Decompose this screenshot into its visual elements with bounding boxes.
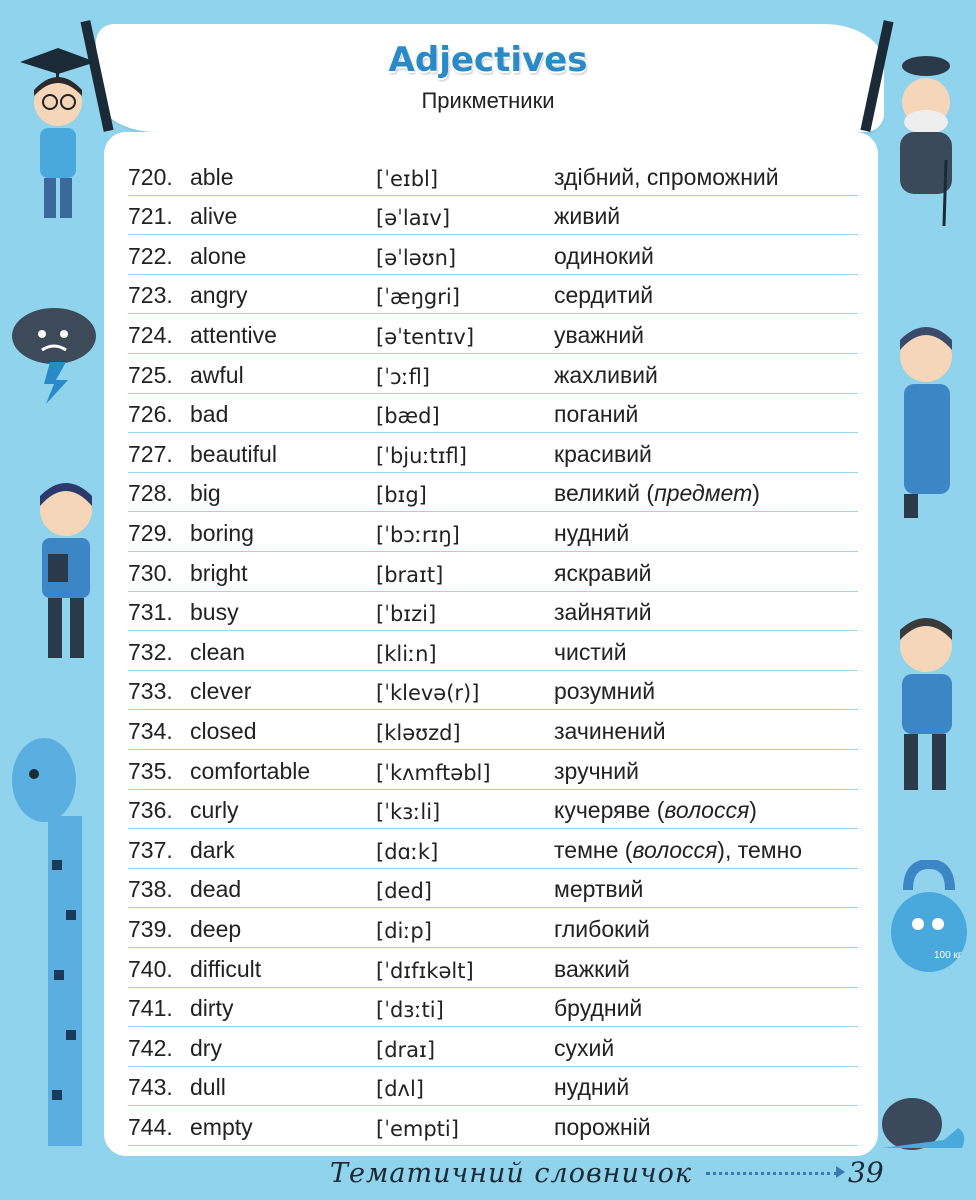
entry-number: 737. [128,836,173,863]
translation [554,401,638,428]
transcription: [kləʊzd] [376,720,461,745]
transcription: [ˈbɔːrɪŋ] [376,522,460,547]
transcription: [ˈdɪfɪkəlt] [376,958,474,983]
transcription: [ˈkʌmftəbl] [376,760,491,785]
entry-number: 729. [128,519,173,546]
translation-text: кучеряве ( [554,797,665,824]
english-word: dirty [190,995,234,1022]
entry-number: 721. [128,203,173,230]
excited-woman-illustration [880,310,974,520]
entry-number: 735. [128,757,173,784]
entry-number: 740. [128,955,173,982]
page-number: 39 [848,1156,884,1189]
english-word: alone [190,242,247,269]
entry-number: 733. [128,678,173,705]
translation [554,164,779,191]
kettlebell-label: 100 кг [934,950,962,961]
translation-text: чистий [554,638,627,665]
transcription: [ˈempti] [376,1116,459,1141]
entry-number: 727. [128,440,173,467]
footer-dotted-line [706,1172,838,1175]
transcription: [bɪg] [376,483,427,508]
translation-text: поганий [554,401,639,428]
vocabulary-row [128,314,858,354]
translation [554,203,620,230]
english-word: angry [190,282,248,309]
english-word: attentive [190,321,277,348]
vocabulary-row [128,1027,858,1067]
vocabulary-row [128,908,858,948]
translation [554,837,802,864]
transcription: [ˈɔːfl] [376,364,430,389]
translation-text: красивий [554,440,652,467]
english-word: bad [190,401,229,428]
giraffe-illustration [4,720,104,1160]
translation-text: мертвий [554,876,644,903]
english-word: deep [190,915,242,942]
english-word: bright [190,559,248,586]
entry-number: 736. [128,797,173,824]
entry-number: 739. [128,915,173,942]
english-word: comfortable [190,757,311,784]
snail-illustration [872,1088,972,1158]
translation [554,1074,629,1101]
translation-text-after: ), темно [717,836,803,863]
entry-number: 731. [128,599,173,626]
translation-text: яскравий [554,559,652,586]
translation [554,916,650,943]
translation [554,758,639,785]
transcription: [braɪt] [376,562,444,587]
english-word: beautiful [190,440,277,467]
translation-text-after: ) [752,480,760,507]
translation-text: важкий [554,955,630,982]
entry-number: 720. [128,163,173,190]
storm-cloud-illustration [6,296,102,406]
entry-number: 724. [128,321,173,348]
vocabulary-row [128,829,858,869]
transcription: [ˈbɪzi] [376,602,437,627]
transcription: [əˈtentɪv] [376,324,475,349]
translation [554,678,655,705]
transcription: [ˈdɜːti] [376,998,444,1023]
translation [554,876,643,903]
translation-text: здібний, спроможний [554,163,779,190]
translation [554,362,658,389]
english-word: boring [190,519,254,546]
translation-text: нудний [554,1074,630,1101]
translation-text: великий ( [554,480,655,507]
translation [554,639,627,666]
vocabulary-row [128,512,858,552]
translation-text: зайнятий [554,599,652,626]
vocabulary-row [128,473,858,513]
translation-note: волосся [664,797,750,824]
translation [554,322,644,349]
transcription: [ˈæŋgri] [376,285,460,310]
translation-text-after: ) [749,797,757,824]
english-word: curly [190,797,239,824]
vocabulary-row [128,710,858,750]
translation-text: порожній [554,1113,651,1140]
english-word: dull [190,1074,226,1101]
english-word: busy [190,599,239,626]
transcription: [dʌl] [376,1077,424,1102]
vocabulary-row [128,671,858,711]
vocabulary-row [128,631,858,671]
english-word: clean [190,638,245,665]
transcription: [dɑːk] [376,839,439,864]
transcription: [ˈkɜːli] [376,800,441,825]
translation-text: уважний [554,321,645,348]
translation [554,599,652,626]
vocabulary-row [128,433,858,473]
english-word: dark [190,836,235,863]
english-word: alive [190,203,238,230]
translation [554,243,654,270]
vocabulary-row [128,196,858,236]
vocabulary-row [128,869,858,909]
translation [554,797,757,824]
translation-text: брудний [554,995,643,1022]
surprised-boy-illustration [880,606,974,796]
translation [554,1114,651,1141]
transcription: [ˈbjuːtɪfl] [376,443,467,468]
vocabulary-row [128,592,858,632]
vocabulary-row [128,354,858,394]
translation-text: сердитий [554,282,654,309]
vocabulary-row [128,235,858,275]
entry-number: 742. [128,1034,173,1061]
translation [554,718,666,745]
english-word: closed [190,717,257,744]
vocabulary-row [128,1067,858,1107]
translation-note: предмет [654,480,753,507]
vocabulary-row [128,790,858,830]
vocabulary-row [128,394,858,434]
translation-text: зручний [554,757,639,784]
translation [554,995,642,1022]
kettlebell-illustration [886,860,972,980]
entry-number: 722. [128,242,173,269]
entry-number: 743. [128,1074,173,1101]
page-title: Adjectives [388,40,588,80]
vocabulary-row [128,275,858,315]
transcription: [bæd] [376,404,440,429]
entry-number: 723. [128,282,173,309]
translation-text: зачинений [554,717,666,744]
entry-number: 730. [128,559,173,586]
english-word: awful [190,361,244,388]
footer-book-title: Тематичний словничок [330,1158,693,1189]
entry-number: 734. [128,717,173,744]
translation-text: одинокий [554,242,654,269]
transcription: [əˈlaɪv] [376,206,451,231]
entry-number: 738. [128,876,173,903]
vocabulary-row [128,988,858,1028]
translation-text: сухий [554,1034,615,1061]
entry-number: 744. [128,1113,173,1140]
transcription: [diːp] [376,918,432,943]
entry-number: 728. [128,480,173,507]
entry-number: 725. [128,361,173,388]
transcription: [ˈklevə(r)] [376,681,480,706]
entry-number: 732. [128,638,173,665]
entry-number: 726. [128,401,173,428]
translation [554,282,653,309]
translation-text: темне ( [554,836,633,863]
translation [554,560,652,587]
vocabulary-row [128,1106,858,1146]
translation-text: глибокий [554,915,650,942]
transcription: [kliːn] [376,641,437,666]
vocabulary-row [128,156,858,196]
vocabulary-row [128,948,858,988]
page-subtitle: Прикметники [421,88,555,113]
boy-with-tablet-illustration [28,470,104,670]
transcription: [ˈeɪbl] [376,166,439,191]
vocabulary-row [128,750,858,790]
english-word: clever [190,678,252,705]
english-word: big [190,480,221,507]
english-word: able [190,163,234,190]
transcription: [əˈləʊn] [376,245,457,270]
translation [554,520,629,547]
translation-text: живий [554,203,621,230]
translation [554,1035,614,1062]
transcription: [ded] [376,879,432,904]
english-word: dry [190,1034,222,1061]
english-word: difficult [190,955,262,982]
translation-text: жахливий [554,361,658,388]
vocabulary-row [128,552,858,592]
english-word: empty [190,1113,253,1140]
entry-number: 741. [128,995,173,1022]
translation [554,441,652,468]
translation-text: нудний [554,519,630,546]
translation-note: волосся [632,836,718,863]
page-arrow-icon [836,1166,845,1178]
transcription: [draɪ] [376,1037,436,1062]
translation [554,480,760,507]
translation [554,956,630,983]
translation-text: розумний [554,678,656,705]
english-word: dead [190,876,242,903]
